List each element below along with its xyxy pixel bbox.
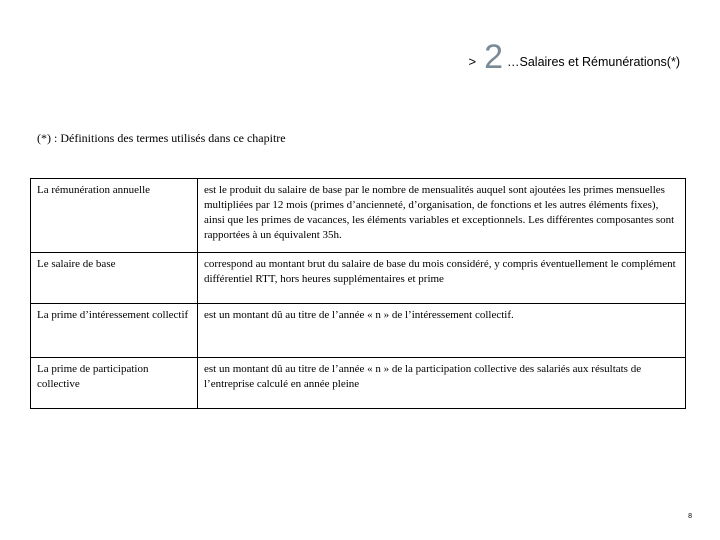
definition-text: est un montant dû au titre de l’année « n » de l’intéressement collectif.: [198, 304, 686, 358]
table-row: [31, 179, 686, 253]
table-row: [31, 253, 686, 304]
definition-text: est un montant dû au titre de l’année « n » de la participation collective des salariés aux résultats de l’entreprise calculé en année pleine: [198, 358, 686, 409]
definition-term: La rémunération annuelle: [31, 179, 198, 253]
definitions-table: [30, 178, 686, 409]
definition-term: Le salaire de base: [31, 253, 198, 304]
section-header: [468, 34, 680, 74]
section-number: 2: [484, 38, 503, 76]
chevron-right-icon: >: [468, 54, 477, 69]
definitions-subtitle: (*) : Définitions des termes utilisés dans ce chapitre: [37, 131, 286, 145]
definition-term: La prime d’intéressement collectif: [31, 304, 198, 358]
table-row: [31, 358, 686, 409]
page-number: 8: [688, 513, 692, 520]
table-row: [31, 304, 686, 358]
definition-term: La prime de participation collective: [31, 358, 198, 409]
section-title: …Salaires et Rémunérations(*): [507, 55, 680, 69]
definition-text: correspond au montant brut du salaire de base du mois considéré, y compris éventuellement le complément différentiel RTT, hors heures supplémentaires et prime: [198, 253, 686, 304]
definition-text: est le produit du salaire de base par le nombre de mensualités auquel sont ajoutées les primes mensuelles multipliées par 12 mois (primes d’ancienneté, d’organisation, de fonctions et les autres éléments fixes), ainsi que les primes de vacances, les éléments variables et exceptionnels. Les différentes composantes sont rapportées à un équivalent 35h.: [198, 179, 686, 253]
